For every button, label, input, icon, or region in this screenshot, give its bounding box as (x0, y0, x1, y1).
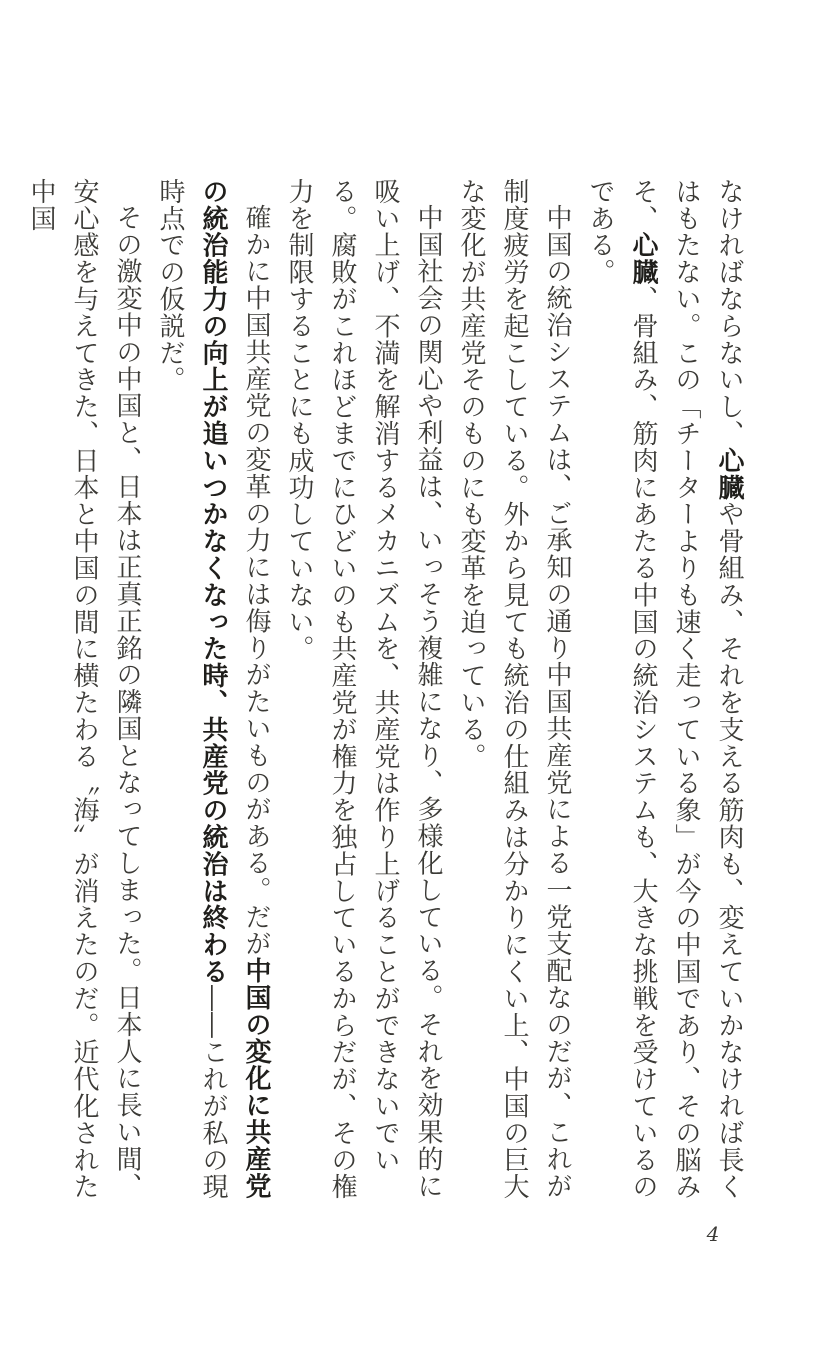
emphasized-text: 心臓 (628, 231, 658, 286)
body-text: ――これが私の現時点での仮説だ。 (155, 178, 228, 1201)
page-number: 4 (706, 1222, 720, 1246)
paragraph (449, 178, 578, 1218)
paragraph (277, 178, 449, 1218)
paragraph (19, 178, 148, 1218)
paragraph (578, 178, 750, 1218)
body-text: 確かに中国共産党の変革の力には侮りがたいものがある。だが (241, 204, 271, 958)
body-text: 中国の統治システムは、ご承知の通り中国共産党による一党支配なのだが、これが制度疲労を起こしている。外から見ても統治の仕組みは分かりにくい上、中国の巨大な変化が共産党そのものにも変革を迫っている。 (456, 178, 572, 1201)
paragraph (148, 178, 277, 1218)
emphasized-text: 中国の変化に共産党の統治能力の向上が追いつかなくなった時、共産党の統治は終わる (198, 178, 271, 1200)
vertical-text-body (26, 178, 750, 1218)
emphasized-text: 心臓 (714, 447, 744, 501)
body-text: や骨組み、それを支える筋肉も、変えていかなければ長くはもたない。この「チーターよりも速く走っている象」が今の中国であり、その脳みそ、 (628, 178, 744, 1201)
body-text: なければならないし、 (714, 178, 744, 447)
body-text: 、骨組み、筋肉にあたる中国の統治システムも、大きな挑戦を受けているのである。 (585, 178, 658, 1201)
body-text: その激変中の中国と、日本は正真正銘の隣国となってしまった。日本人に長い間、安心感を与えてきた、日本と中国の間に横たわる〝海〟が消えたのだ。近代化された中国 (26, 178, 142, 1201)
body-text: 中国社会の関心や利益は、いっそう複雑になり、多様化している。それを効果的に吸い上げ、不満を解消するメカニズムを、共産党は作り上げることができないでいる。腐敗がこれほどまでにひどいのも共産党が権力を独占しているからだが、その権力を制限することにも成功していない。 (284, 178, 443, 1201)
